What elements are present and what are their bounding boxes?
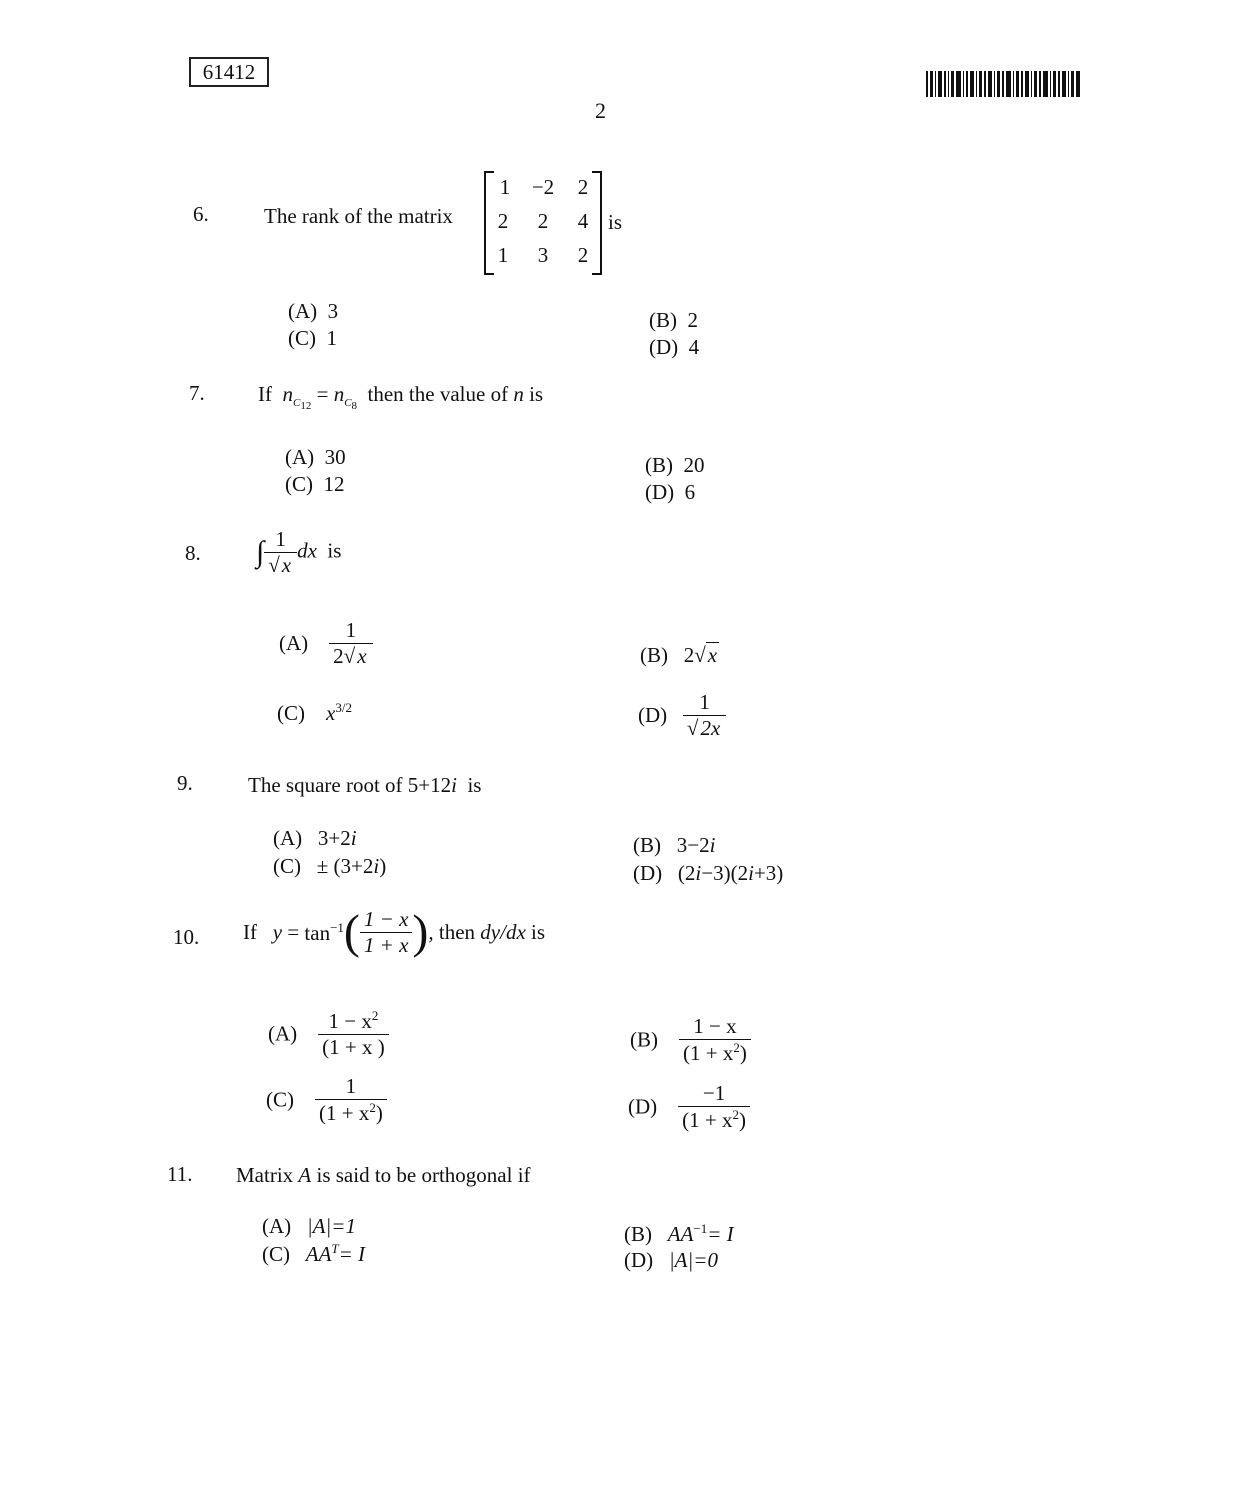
option: (C) $x^{3/2}$ bbox=[277, 700, 352, 725]
option-label: (D) bbox=[649, 335, 679, 359]
option bbox=[649, 308, 698, 333]
matrix bbox=[484, 171, 602, 271]
question-stem: If $n_{C_{12}} = n_{C_8}$ then the value of n is bbox=[258, 382, 544, 413]
question-stem: If $y = \tan^{-1}$( $\frac{1 - x}{1 + x}$ ), then dy/dx is bbox=[243, 905, 546, 959]
option: (A) $\frac{1}{2√x}$ bbox=[279, 618, 373, 669]
option bbox=[288, 299, 338, 324]
question-number: 8. bbox=[185, 541, 201, 565]
option: (B) 20 bbox=[645, 453, 705, 477]
option: (D) $\frac{-1}{(1 + x^2)}$ bbox=[628, 1081, 750, 1133]
question-number: 10. bbox=[173, 925, 200, 949]
option: (B) $AA^{-1}= I$ bbox=[624, 1221, 734, 1246]
matrix-cell: 1 bbox=[499, 175, 511, 199]
option-text: 2 bbox=[687, 308, 698, 332]
question-number: 9. bbox=[177, 771, 193, 795]
option-label: (A) bbox=[288, 299, 318, 323]
option-text: 1 bbox=[326, 326, 337, 350]
matrix-cell: −2 bbox=[531, 175, 555, 199]
option: (D) 6 bbox=[645, 480, 696, 504]
option: (A) $\frac{1 - x^2}{(1 + x )}$ bbox=[268, 1008, 389, 1060]
matrix-cell: 3 bbox=[537, 243, 549, 267]
option: (C) $AA^T= I$ bbox=[262, 1241, 366, 1266]
option bbox=[288, 326, 337, 351]
question-stem: The square root of 5+12i is bbox=[248, 773, 482, 797]
option: (D) (2i−3)(2i+3) bbox=[633, 861, 784, 885]
question-number: 11. bbox=[167, 1162, 193, 1186]
option-label: (B) bbox=[649, 308, 677, 332]
option: (B) 3−2i bbox=[633, 833, 716, 857]
option-text: 4 bbox=[688, 335, 700, 359]
matrix-cell: 2 bbox=[497, 209, 509, 233]
question-stem: Matrix A is said to be orthogonal if bbox=[236, 1163, 531, 1187]
option: (D) |A|=0 bbox=[624, 1248, 718, 1272]
option bbox=[649, 335, 699, 360]
matrix-cell: 4 bbox=[577, 209, 589, 233]
option: (C) $\frac{1}{(1 + x^2)}$ bbox=[266, 1074, 387, 1126]
matrix-cell: 2 bbox=[577, 243, 589, 267]
option: (A) 3+2i bbox=[273, 826, 357, 850]
option: (B) $\frac{1 - x}{(1 + x^2)}$ bbox=[630, 1014, 751, 1066]
option: (C) 12 bbox=[285, 472, 345, 496]
matrix-cell: 2 bbox=[577, 175, 589, 199]
paper-code-box: 61412 bbox=[189, 57, 269, 87]
option-text: 3 bbox=[327, 299, 339, 323]
option: (A) 30 bbox=[285, 445, 346, 469]
page-number: 2 bbox=[595, 98, 606, 123]
option: (C) ± (3+2i) bbox=[273, 854, 387, 878]
question-stem-suffix: is bbox=[608, 210, 623, 234]
question-number: 6. bbox=[193, 202, 209, 226]
option-label: (C) bbox=[288, 326, 316, 350]
option: (B) 2√x bbox=[640, 643, 718, 667]
option: (A) |A|=1 bbox=[262, 1214, 356, 1238]
barcode-image bbox=[926, 71, 1080, 97]
matrix-cell: 1 bbox=[497, 243, 509, 267]
matrix-cell: 2 bbox=[537, 209, 549, 233]
option: (D) $\frac{1}{√2x}$ bbox=[638, 690, 726, 741]
question-number: 7. bbox=[189, 381, 205, 405]
question-stem: ∫ $\frac{1}{√x}$ dx is bbox=[256, 527, 342, 577]
question-stem: The rank of the matrix bbox=[264, 204, 453, 228]
